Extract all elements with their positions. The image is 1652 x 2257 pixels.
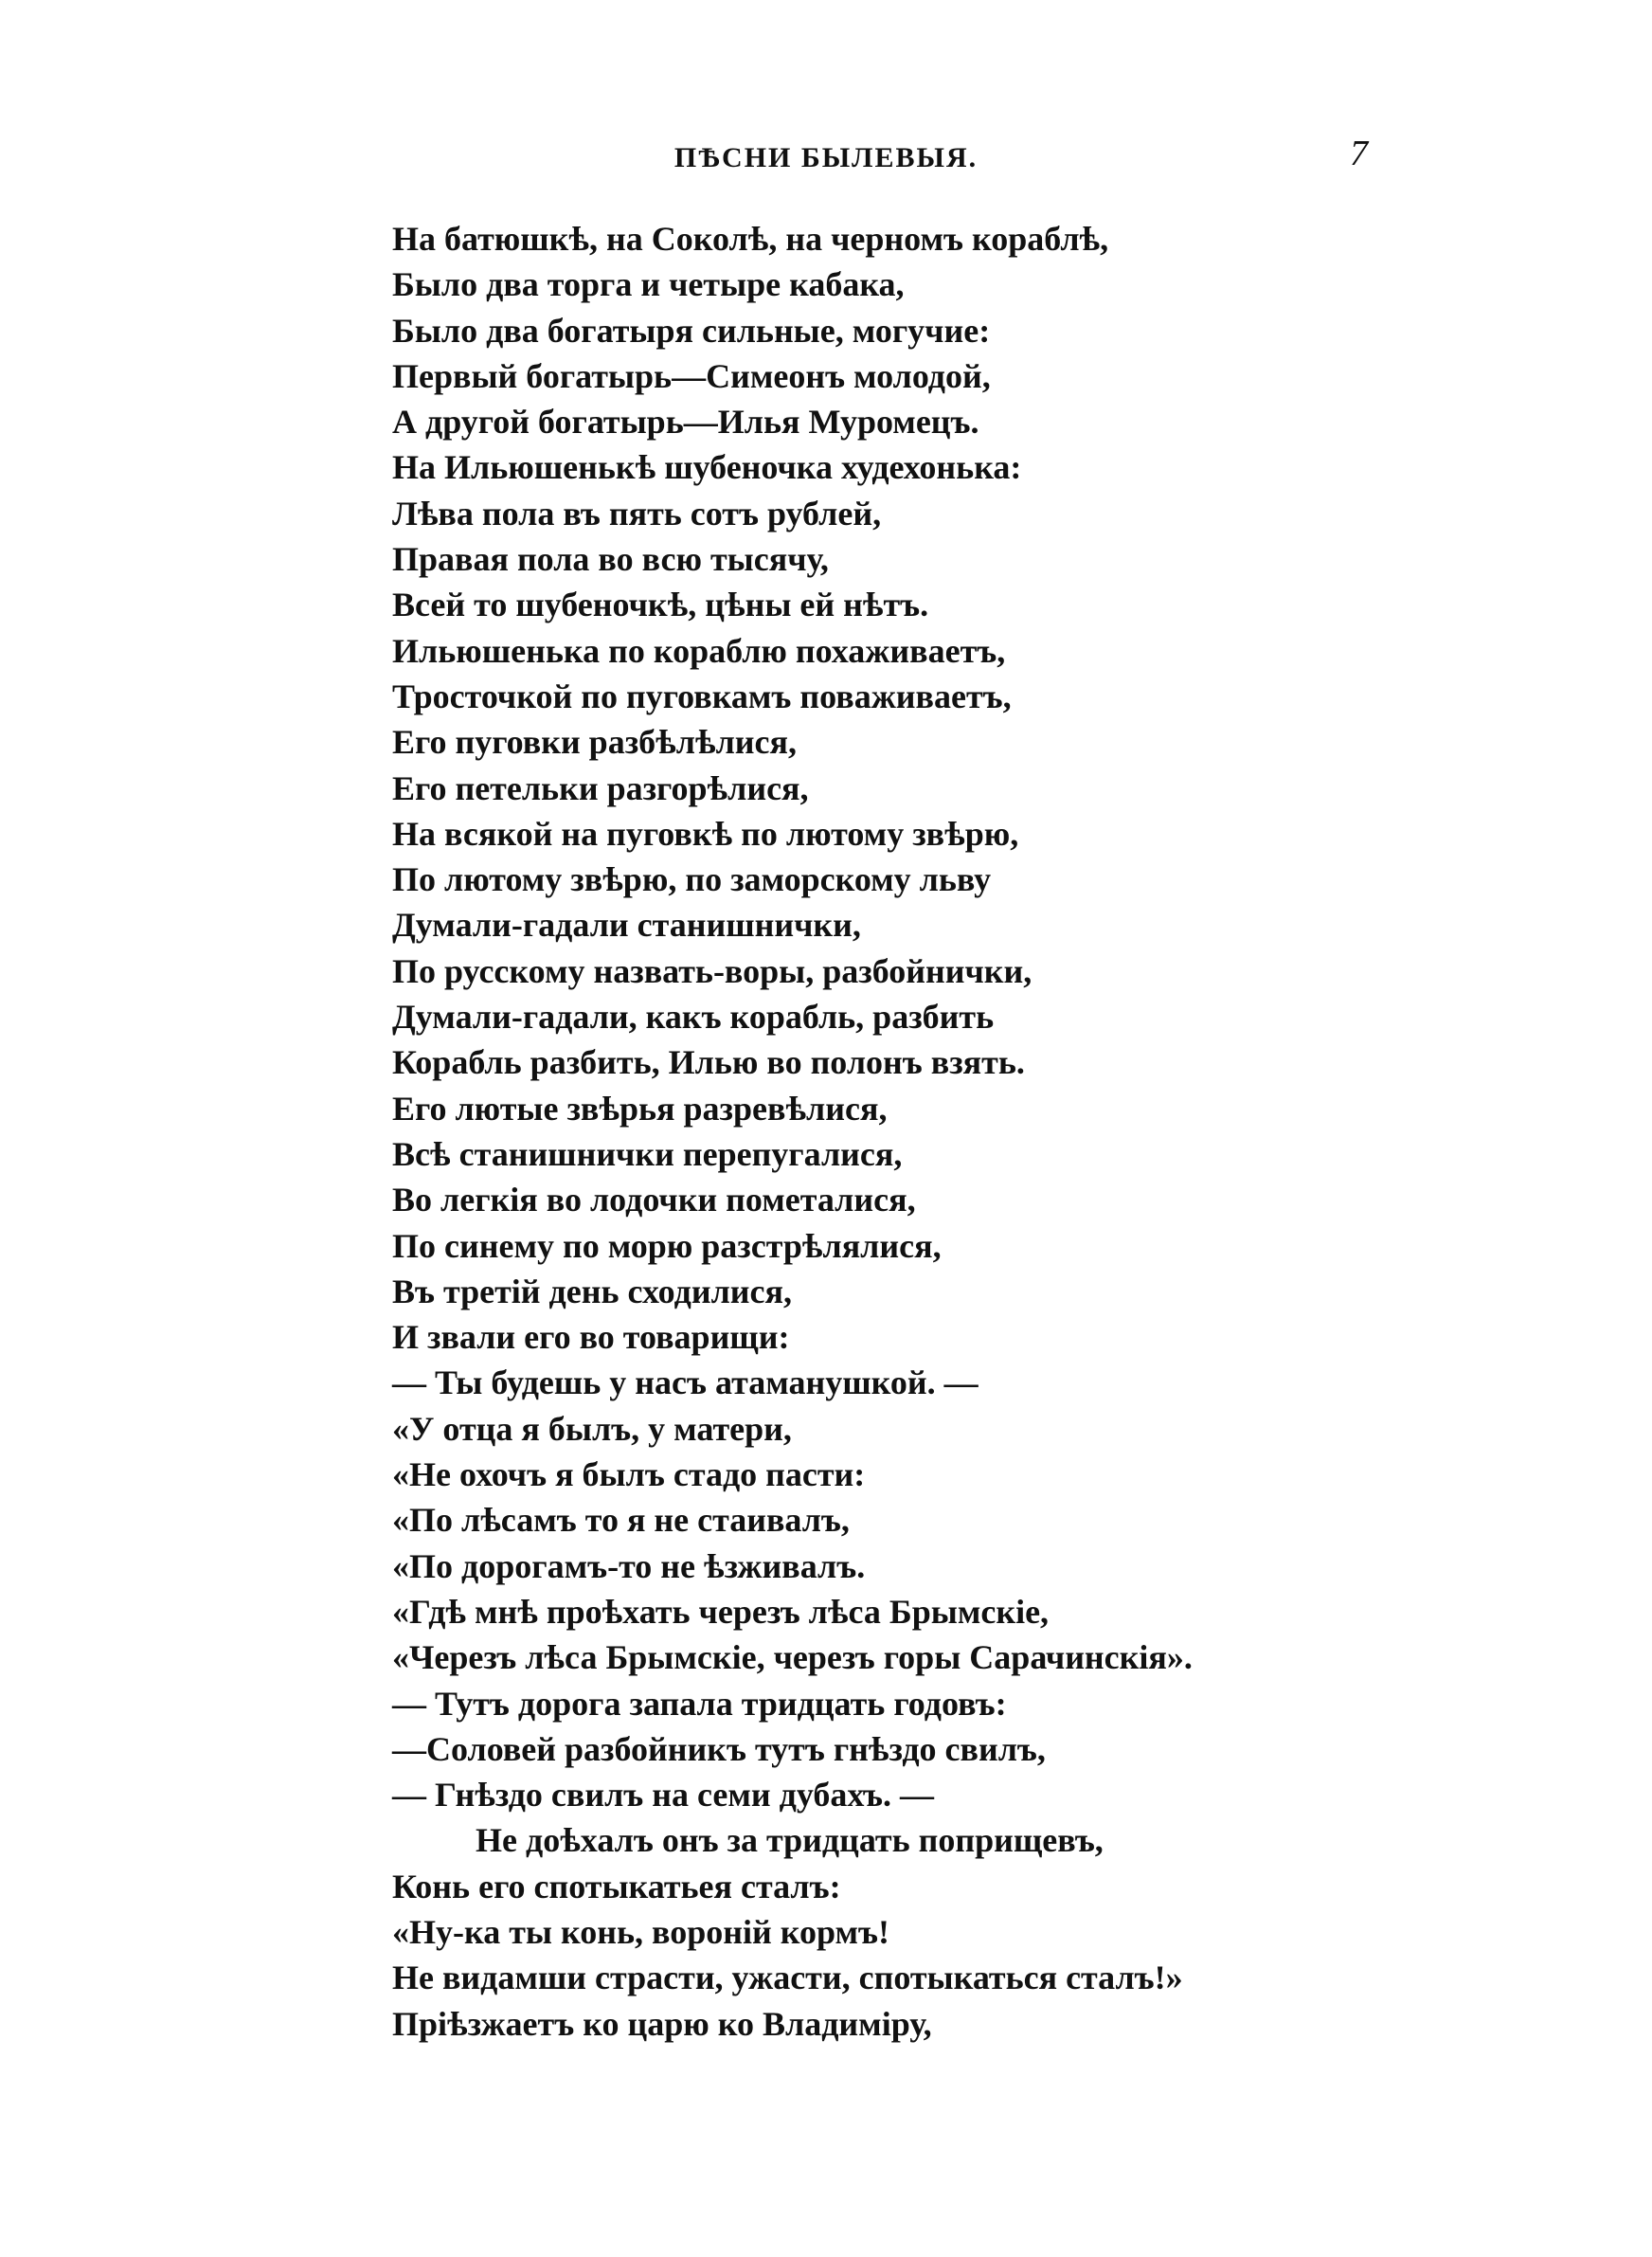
verse-line: — Тутъ дорога запала тридцать годовъ:: [392, 1684, 1007, 1723]
running-head: ПѢСНИ БЫЛЕВЫЯ.: [673, 142, 979, 173]
verse-line: По синему по морю разстрѣлялися,: [392, 1226, 942, 1265]
verse-line: По лютому звѣрю, по заморскому льву: [392, 860, 992, 899]
verse-line: А другой богатырь—Илья Муромецъ.: [392, 403, 979, 442]
verse-line: «У отца я былъ, у матери,: [392, 1409, 792, 1448]
verse-line: Въ третій день сходилися,: [392, 1272, 792, 1310]
verse-line: Его пуговки разбѣлѣлися,: [392, 723, 797, 762]
verse-line-indented: Не доѣхалъ онъ за тридцать поприщевъ,: [476, 1821, 1104, 1860]
verse-line: Было два торга и четыре кабака,: [392, 265, 905, 304]
verse-line: Первый богатырь—Симеонъ молодой,: [392, 356, 991, 395]
verse-line: Пріѣзжаетъ ко царю ко Владиміру,: [392, 2004, 932, 2043]
verse-line: Тросточкой по пуговкамъ поваживаетъ,: [392, 677, 1012, 715]
verse-line: Думали-гадали, какъ корабль, разбить: [392, 998, 995, 1037]
verse-line: Конь его спотыкатьея сталъ:: [392, 1867, 841, 1905]
verse-line: Правая пола во всю тысячу,: [392, 540, 829, 579]
verse-line: Лѣва пола въ пять сотъ рублей,: [392, 494, 882, 533]
verse-line: «Ну-ка ты конь, вороній кормъ!: [392, 1912, 889, 1951]
verse-line: Было два богатыря сильные, могучие:: [392, 311, 991, 350]
verse-line: По русскому назвать-воры, разбойнички,: [392, 951, 1032, 990]
verse-line: «Не охочъ я былъ стадо пасти:: [392, 1455, 866, 1494]
verse-line: Думали-гадали станишнички,: [392, 906, 861, 945]
verse-line: Всѣ станишнички перепугалися,: [392, 1134, 903, 1173]
verse-text: [392, 216, 1339, 2047]
verse-line: Ильюшенька по кораблю похаживаетъ,: [392, 631, 1006, 670]
verse-line: Корабль разбить, Илью во полонъ взять.: [392, 1043, 1025, 1082]
verse-line: На всякой на пуговкѣ по лютому звѣрю,: [392, 814, 1019, 853]
verse-line: «По лѣсамъ то я не стаивалъ,: [392, 1501, 850, 1540]
verse-line: И звали его во товарищи:: [392, 1318, 790, 1357]
verse-line: —Соловей разбойникъ тутъ гнѣздо свилъ,: [392, 1729, 1046, 1768]
verse-line: Всей то шубеночкѣ, цѣны ей нѣтъ.: [392, 586, 929, 624]
verse-line: Его лютые звѣрья разревѣлися,: [392, 1089, 888, 1128]
verse-line: «Гдѣ мнѣ проѣхать черезъ лѣса Брымскіе,: [392, 1592, 1050, 1631]
verse-line: «Черезъ лѣса Брымскіе, черезъ горы Сарачинскія».: [392, 1638, 1193, 1677]
verse-line: Во легкія во лодочки пометалися,: [392, 1181, 916, 1219]
page-number: 7: [1350, 134, 1368, 173]
verse-line: «По дорогамъ-то не ѣзживалъ.: [392, 1546, 866, 1585]
verse-line: На Ильюшенькѣ шубеночка худехонька:: [392, 448, 1022, 487]
verse-line: На батюшкѣ, на Соколѣ, на черномъ кораблѣ,: [392, 220, 1109, 258]
verse-line: Не видамши страсти, ужасти, спотыкаться сталъ!»: [392, 1959, 1183, 1997]
verse-line: — Гнѣздо свилъ на семи дубахъ. —: [392, 1776, 935, 1815]
verse-line: — Ты будешь у насъ атаманушкой. —: [392, 1363, 979, 1402]
verse-line: Его петельки разгорѣлися,: [392, 768, 809, 807]
